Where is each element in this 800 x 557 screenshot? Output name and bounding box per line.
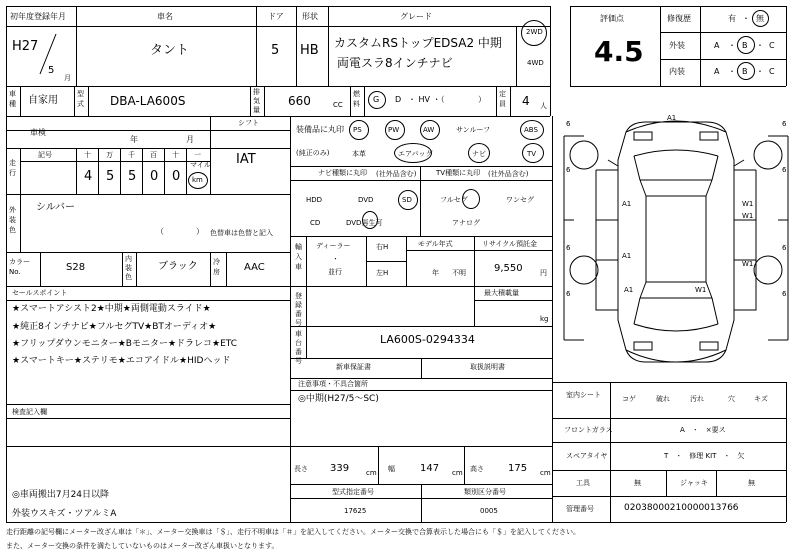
exterior-a: A — [714, 41, 720, 50]
rule — [552, 382, 553, 522]
repair-label: 修復歴 — [667, 14, 691, 23]
equip-ps: PS — [353, 126, 362, 134]
rule — [20, 86, 21, 116]
exterior-color: シルバー — [36, 202, 76, 213]
rule — [290, 326, 552, 327]
damage-mark: W1 — [742, 212, 754, 220]
damage-mark: A1 — [622, 200, 632, 208]
tire-label: 6 — [782, 166, 787, 174]
rule — [786, 382, 787, 522]
cc-unit: CC — [333, 101, 343, 109]
class-number-value: 0005 — [480, 507, 498, 515]
color-label: 外装色 — [9, 206, 16, 234]
repair-no: 無 — [756, 14, 764, 23]
registration-label: 登録番号 — [295, 292, 302, 327]
rule — [210, 116, 211, 194]
door-count: 5 — [271, 43, 280, 58]
length-unit: cm — [366, 469, 377, 477]
rule — [20, 148, 21, 194]
import-parallel: 並行 — [328, 268, 342, 276]
fuel-label: 燃料 — [353, 90, 360, 108]
width-label: 幅 — [388, 465, 395, 473]
import-dot: ・ — [332, 255, 339, 263]
interior-dot-2: ・ — [756, 67, 764, 76]
category-label: 車種 — [9, 90, 16, 108]
displacement-label: 排気量 — [253, 88, 260, 114]
rule — [88, 86, 89, 116]
sales-point-line: ★フリップダウンモニター★Bモニター★ドラレコ★ETC — [12, 339, 238, 349]
rule — [256, 6, 257, 86]
rule — [290, 378, 552, 379]
rule — [306, 236, 307, 286]
height-label: 高さ — [470, 465, 484, 473]
mileage-sub-label: 記号 — [38, 151, 52, 159]
capacity-label: 定員 — [499, 90, 506, 108]
rule — [296, 6, 297, 86]
rule — [516, 26, 517, 86]
rule — [6, 130, 290, 131]
damage-mark: A1 — [667, 114, 677, 122]
shift-label: シフト — [238, 119, 259, 127]
class-number-label: 類別区分番号 — [464, 488, 506, 496]
notice-label: 注意事項・不具合箇所 — [298, 380, 368, 388]
car-name: タント — [150, 43, 190, 58]
recycle-label: リサイクル預託金 — [482, 240, 538, 248]
rule — [786, 6, 787, 86]
exterior-b: B — [742, 41, 748, 50]
interior-c: C — [769, 67, 775, 76]
repair-dot: ・ — [742, 14, 750, 23]
rule — [6, 116, 550, 117]
rule — [290, 166, 552, 167]
max-load-unit: kg — [540, 315, 549, 323]
first-reg-label: 初年度登録年月 — [10, 12, 66, 21]
rule — [716, 470, 717, 496]
damage-mark: A1 — [622, 252, 632, 260]
interior-a: A — [714, 67, 720, 76]
grade-line-1: カスタムRSトップEDSA2 中期 — [334, 36, 502, 50]
grade-label: グレード — [400, 12, 432, 21]
right-hand-label: 右H — [376, 243, 389, 251]
mileage-label: 走行 — [9, 159, 16, 177]
rule — [306, 286, 307, 358]
drive-2wd: 2WD — [526, 28, 543, 36]
nav-sub: (社外品含む) — [376, 170, 417, 178]
rule — [98, 148, 99, 194]
tools-label: 工具 — [576, 479, 590, 487]
chassis-number: LA600S-0294334 — [380, 333, 475, 346]
rule — [250, 86, 251, 116]
rule — [122, 252, 123, 286]
grade-line-2: 両電スラ8インチナビ — [337, 56, 453, 70]
rule — [496, 86, 497, 116]
rule — [552, 496, 786, 497]
equip-leather: 本革 — [352, 150, 366, 158]
rule — [74, 86, 75, 116]
digit-header-3: 千 — [128, 151, 135, 159]
score-value: 4.5 — [594, 35, 644, 68]
inspection-month: 月 — [186, 135, 194, 144]
nav-cd: CD — [310, 219, 321, 227]
rule — [120, 148, 121, 194]
mileage-digit: 0 — [172, 169, 181, 184]
import-label: 輸入車 — [295, 243, 302, 271]
first-reg-month: 5 — [48, 65, 55, 76]
mileage-digit: 5 — [106, 169, 115, 184]
left-hand-label: 左H — [376, 269, 389, 277]
rule — [666, 470, 667, 496]
rule — [552, 418, 786, 419]
tire-label: 6 — [566, 290, 571, 298]
footer-line-2: また、メーター交換の条件を満たしていないものはメーター改ざん車扱いとなります。 — [6, 542, 279, 550]
digit-header-6: 一 — [194, 151, 201, 159]
capacity-value: 4 — [522, 94, 530, 108]
rule — [6, 446, 7, 522]
slash-mark — [36, 32, 58, 76]
car-category: 自家用 — [28, 95, 58, 106]
rule — [76, 148, 77, 194]
management-label: 管理番号 — [566, 505, 594, 513]
km-unit: km — [192, 176, 203, 184]
rule — [421, 484, 422, 522]
rule — [570, 6, 571, 86]
exterior-dot-2: ・ — [756, 41, 764, 50]
jack-label: ジャッキ — [680, 479, 708, 487]
rule — [6, 252, 290, 253]
rule — [474, 236, 475, 286]
rule — [474, 300, 552, 301]
sales-point-label: セールスポイント — [12, 289, 68, 297]
rule — [142, 148, 143, 194]
model-year-unknown: 不明 — [452, 269, 466, 277]
mileage-digit: 0 — [150, 169, 159, 184]
rule — [366, 261, 406, 262]
warranty-book: 新車保証書 — [336, 363, 371, 371]
footer-line-1: 走行距離の記号欄にメーター改ざん車は「＊」、メーター交換車は「＄」、走行不明車は「＃」を記入してください。メーター交換で合算表示した場合にも「＄」を記入してください。 — [6, 528, 580, 536]
nav-sd: SD — [402, 196, 412, 204]
owner-manual: 取扱説明書 — [470, 363, 505, 371]
rule — [610, 382, 611, 522]
rule — [6, 404, 290, 405]
rule — [552, 382, 786, 383]
rule — [464, 446, 465, 484]
color-paren-open: （ — [156, 227, 164, 236]
tv-fullseg: フルセグ — [440, 196, 468, 204]
digit-header-4: 百 — [150, 151, 157, 159]
shape-label: 形状 — [302, 12, 318, 21]
rule — [264, 86, 265, 116]
rule — [40, 252, 41, 286]
management-number: 02038000210000013766 — [624, 503, 739, 513]
rule — [226, 252, 227, 286]
rule — [510, 86, 511, 116]
sheet-scratch: キズ — [754, 395, 768, 403]
equipment-sub: (純正のみ) — [296, 149, 330, 157]
jack-value: 無 — [748, 479, 755, 487]
nav-hdd: HDD — [306, 196, 323, 204]
rule — [406, 250, 552, 251]
sheet-dirt: 汚れ — [690, 395, 704, 403]
model-label: 型式 — [77, 90, 84, 108]
fuel-g: G — [373, 95, 380, 104]
equip-abs: ABS — [524, 126, 538, 134]
inspection-label: 車検 — [30, 128, 46, 137]
shift-value: IAT — [236, 152, 256, 167]
door-label: ドア — [268, 12, 284, 21]
model-year-unit: 年 — [432, 269, 439, 277]
inspection-year: 年 — [130, 135, 138, 144]
equip-navi: ナビ — [472, 150, 486, 158]
fuel-d: D — [395, 95, 402, 104]
sales-point-line: ★純正8インチナビ★フルセグTV★BTオーディオ★ — [12, 322, 217, 332]
rule — [6, 286, 290, 287]
tv-label: TV種類に丸印 — [436, 169, 481, 177]
equipment-label: 装備品に丸印 — [296, 125, 344, 134]
color-no-label: カラーNo. — [9, 258, 30, 276]
width-unit: cm — [452, 469, 463, 477]
rule — [660, 59, 786, 60]
rule — [570, 6, 786, 7]
fuel-close: ） — [478, 95, 486, 104]
equip-pw: PW — [388, 126, 400, 134]
type-designation-label: 型式指定番号 — [332, 488, 374, 496]
digit-header-2: 万 — [106, 151, 113, 159]
repair-yes: 有 — [728, 14, 736, 23]
rule — [700, 6, 701, 86]
sales-point-line: ★スマートアシスト2★中期★両側電動スライド★ — [12, 304, 211, 314]
ac-value: AAC — [244, 262, 265, 273]
rule — [290, 446, 552, 447]
color-note: 色替車は色替と記入 — [210, 229, 273, 237]
width-value: 147 — [420, 463, 440, 474]
rule — [290, 446, 291, 522]
mile-unit: マイル — [190, 161, 211, 169]
rule — [550, 6, 551, 116]
rule — [6, 446, 290, 447]
tire-label: 6 — [782, 244, 787, 252]
color-no-value: S28 — [66, 262, 86, 273]
equip-tv: TV — [527, 150, 537, 158]
tire-label: 6 — [566, 166, 571, 174]
notice-value: ◎中期(H27/5〜SC) — [298, 394, 379, 404]
rule — [6, 418, 290, 419]
tools-value: 無 — [634, 479, 641, 487]
rule — [290, 390, 552, 391]
length-label: 長さ — [294, 465, 308, 473]
equip-aw: AW — [423, 126, 435, 134]
rule — [136, 252, 137, 286]
tv-analog: アナログ — [452, 219, 480, 227]
rule — [328, 6, 329, 86]
nav-label: ナビ種類に丸印 — [318, 169, 367, 177]
car-name-label: 車名 — [157, 12, 173, 21]
type-designation-value: 17625 — [344, 507, 367, 515]
rule — [20, 161, 210, 162]
damage-mark: W1 — [742, 260, 754, 268]
rule — [290, 286, 552, 287]
recycle-unit: 円 — [540, 269, 547, 277]
month-unit: 月 — [64, 74, 71, 82]
bottom-note-2: 外装ウスキズ・ツアルミA — [12, 509, 117, 519]
rule — [186, 148, 187, 194]
score-label: 評価点 — [600, 14, 624, 23]
exterior-c: C — [769, 41, 775, 50]
rule — [290, 180, 552, 181]
rule — [474, 286, 475, 326]
rule — [6, 522, 552, 523]
rule — [76, 6, 77, 86]
interior-color-value: ブラック — [158, 261, 198, 272]
exterior-label: 外装 — [669, 41, 685, 50]
import-dealer: ディーラー — [316, 242, 351, 250]
chassis-label: 車台番号 — [295, 330, 302, 365]
displacement-value: 660 — [288, 94, 311, 108]
damage-mark: W1 — [695, 286, 707, 294]
tv-oneseg: ワンセグ — [506, 196, 534, 204]
rule — [420, 166, 421, 236]
spare-tire-label: スペアタイヤ — [566, 452, 608, 460]
equip-sunroof: サンルーフ — [456, 126, 491, 134]
exterior-dot-1: ・ — [728, 41, 736, 50]
rule — [552, 522, 786, 523]
rule — [6, 194, 290, 195]
rule — [6, 6, 550, 7]
model-code: DBA-LA600S — [110, 94, 186, 108]
interior-b: B — [742, 67, 748, 76]
interior-sheet-label: 室内シート — [566, 391, 601, 399]
height-unit: cm — [540, 469, 551, 477]
max-load-label: 最大積載量 — [484, 289, 519, 297]
recycle-value: 9,550 — [494, 263, 523, 274]
damage-mark: A1 — [624, 286, 634, 294]
rule — [210, 252, 211, 286]
windshield-label: フロントガラス — [564, 426, 613, 434]
mileage-digit: 5 — [128, 169, 137, 184]
car-diagram — [556, 100, 796, 382]
rule — [20, 194, 21, 252]
rule — [364, 86, 365, 116]
rule — [570, 86, 786, 87]
ac-label: 冷房 — [213, 258, 220, 276]
rule — [406, 236, 407, 286]
body-shape: HB — [300, 43, 319, 58]
rule — [6, 300, 290, 301]
rule — [378, 446, 379, 484]
tire-label: 6 — [566, 244, 571, 252]
equip-airbag: エアバッグ — [398, 150, 433, 158]
interior-label: 内装 — [669, 67, 685, 76]
rule — [6, 6, 7, 446]
sales-point-line: ★スマートキー★ステリモ★エコアイドル★HIDヘッド — [12, 356, 231, 366]
spare-tire-value: T ・ 修理 KIT ・ 欠 — [664, 452, 745, 460]
nav-dvd: DVD — [358, 196, 374, 204]
rule — [552, 116, 553, 382]
tv-sub: (社外品含む) — [488, 170, 529, 178]
rule — [660, 32, 786, 33]
rule — [421, 358, 422, 378]
interior-color-label: 内装色 — [125, 255, 132, 281]
rule — [6, 26, 550, 27]
drive-4wd: 4WD — [527, 59, 544, 67]
sheet-tear: 破れ — [656, 395, 670, 403]
digit-header-5: 十 — [172, 151, 179, 159]
nav-dvd-play: DVD再生可 — [346, 219, 383, 227]
sheet-hole: 穴 — [728, 395, 735, 403]
rule — [6, 148, 290, 149]
rule — [660, 6, 661, 86]
rule — [552, 470, 786, 471]
digit-header-1: 十 — [84, 151, 91, 159]
inspection-notes-label: 検査記入欄 — [12, 408, 47, 416]
interior-dot-1: ・ — [728, 67, 736, 76]
tire-label: 6 — [782, 120, 787, 128]
rule — [164, 148, 165, 194]
mileage-digit: 4 — [84, 169, 93, 184]
rule — [290, 236, 552, 237]
windshield-value: A ・ ×要ス — [680, 426, 726, 434]
tire-label: 6 — [566, 120, 571, 128]
sheet-burn: コゲ — [622, 395, 636, 403]
rule — [552, 442, 786, 443]
era-year: H27 — [12, 39, 39, 54]
rule — [350, 86, 351, 116]
tire-label: 6 — [782, 290, 787, 298]
capacity-unit: 人 — [540, 102, 547, 110]
bottom-note-1: ◎車両搬出7月24日以降 — [12, 490, 110, 500]
fuel-hv: ・ HV ・（ — [408, 95, 445, 104]
damage-mark: W1 — [742, 200, 754, 208]
model-year-label: モデル年式 — [418, 240, 453, 248]
height-value: 175 — [508, 463, 528, 474]
length-value: 339 — [330, 463, 350, 474]
color-paren-close: ） — [196, 227, 204, 236]
